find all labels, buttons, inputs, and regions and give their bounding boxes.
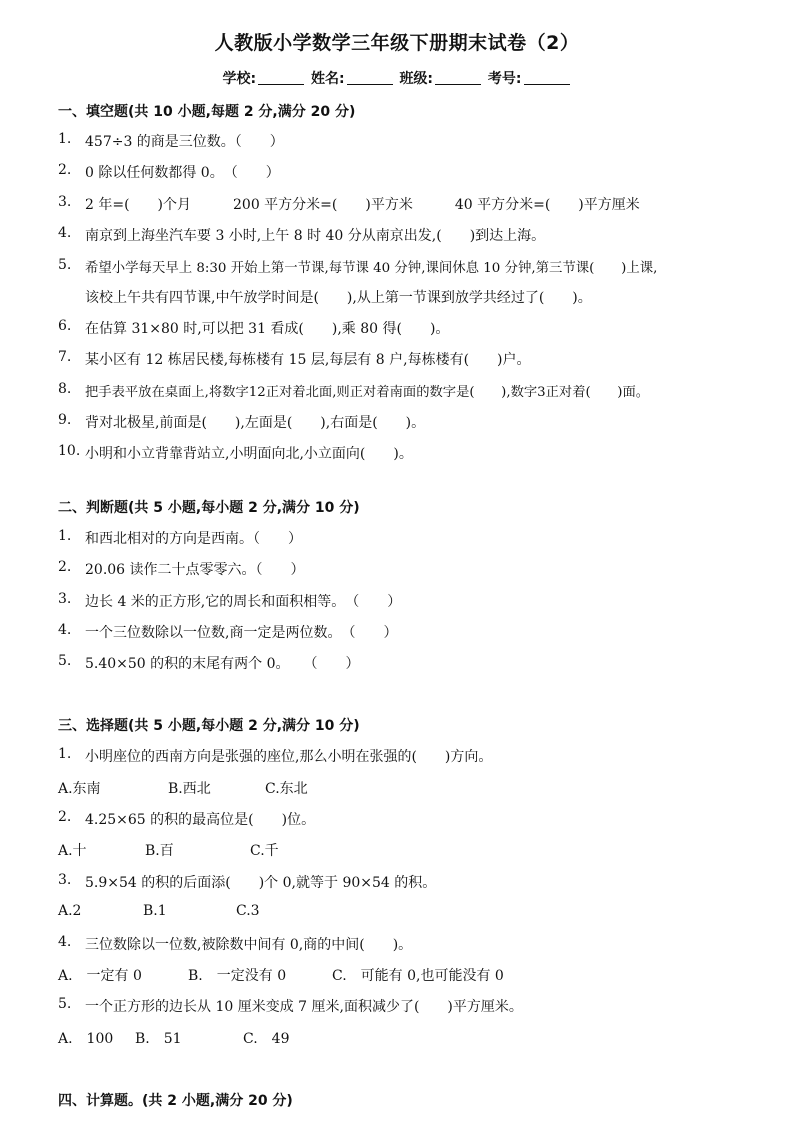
question-number: 6. bbox=[58, 318, 72, 334]
option-c[interactable]: C. 可能有 0,也可能没有 0 bbox=[332, 968, 504, 984]
question-text: 一个正方形的边长从 10 厘米变成 7 厘米,面积减少了( )平方厘米。 bbox=[85, 999, 523, 1015]
question-number: 10. bbox=[58, 443, 81, 459]
question-number: 8. bbox=[58, 381, 72, 397]
question-number: 2. bbox=[58, 809, 72, 825]
question-number: 9. bbox=[58, 412, 72, 428]
class-blank[interactable] bbox=[435, 70, 481, 85]
question-number: 4. bbox=[58, 934, 72, 950]
option-a[interactable]: A.2 bbox=[58, 903, 82, 919]
student-info-row bbox=[0, 68, 794, 88]
section-true-false-heading: 二、判断题(共 5 小题,每小题 2 分,满分 10 分) bbox=[58, 500, 360, 516]
question-text: 2 年=( )个月 200 平方分米=( )平方米 40 平方分米=( )平方厘米 bbox=[85, 197, 640, 213]
question-text: 小明和小立背靠背站立,小明面向北,小立面向( )。 bbox=[85, 446, 413, 462]
option-b[interactable]: B. 一定没有 0 bbox=[188, 968, 287, 984]
question-number: 3. bbox=[58, 194, 72, 210]
question-text: 0 除以任何数都得 0。 （ ） bbox=[85, 165, 280, 181]
page-title: 人教版小学数学三年级下册期末试卷（2） bbox=[214, 32, 580, 54]
school-label: 学校: bbox=[222, 71, 257, 87]
section-fill-blank-heading: 一、填空题(共 10 小题,每题 2 分,满分 20 分) bbox=[58, 104, 356, 120]
class-label: 班级: bbox=[399, 71, 434, 87]
question-text: 457÷3 的商是三位数。（ ） bbox=[85, 134, 284, 150]
section-multiple-choice-heading: 三、选择题(共 5 小题,每小题 2 分,满分 10 分) bbox=[58, 718, 360, 734]
question-text: 5.9×54 的积的后面添( )个 0,就等于 90×54 的积。 bbox=[85, 875, 437, 891]
question-number: 5. bbox=[58, 257, 72, 273]
question-text: 一个三位数除以一位数,商一定是两位数。 （ ） bbox=[85, 625, 398, 641]
option-c[interactable]: C.3 bbox=[236, 903, 260, 919]
option-b[interactable]: B.西北 bbox=[168, 781, 211, 797]
option-b[interactable]: B.百 bbox=[145, 843, 174, 859]
question-text: 5.40×50 的积的末尾有两个 0。 （ ） bbox=[85, 656, 360, 672]
question-number: 4. bbox=[58, 225, 72, 241]
option-b[interactable]: B.1 bbox=[143, 903, 167, 919]
option-b[interactable]: B. 51 bbox=[135, 1031, 182, 1047]
question-number: 3. bbox=[58, 591, 72, 607]
option-a[interactable]: A. 一定有 0 bbox=[58, 968, 142, 984]
question-text: 4.25×65 的积的最高位是( )位。 bbox=[85, 812, 316, 828]
name-label: 姓名: bbox=[310, 71, 345, 87]
question-text-continued: 该校上午共有四节课,中午放学时间是( ),从上第一节课到放学共经过了( )。 bbox=[85, 290, 592, 306]
question-number: 1. bbox=[58, 131, 72, 147]
question-number: 3. bbox=[58, 872, 72, 888]
option-a[interactable]: A. 100 bbox=[58, 1031, 114, 1047]
question-text: 南京到上海坐汽车要 3 小时,上午 8 时 40 分从南京出发,( )到达上海。 bbox=[85, 228, 546, 244]
option-c[interactable]: C. 49 bbox=[243, 1031, 290, 1047]
exam-no-label: 考号: bbox=[487, 71, 522, 87]
exam-no-blank[interactable] bbox=[524, 70, 570, 85]
question-text: 某小区有 12 栋居民楼,每栋楼有 15 层,每层有 8 户,每栋楼有( )户。 bbox=[85, 352, 531, 368]
question-text: 在估算 31×80 时,可以把 31 看成( ),乘 80 得( )。 bbox=[85, 321, 450, 337]
question-text: 三位数除以一位数,被除数中间有 0,商的中间( )。 bbox=[85, 937, 413, 953]
option-c[interactable]: C.千 bbox=[250, 843, 279, 859]
question-text: 和西北相对的方向是西南。（ ） bbox=[85, 531, 302, 547]
question-number: 5. bbox=[58, 653, 72, 669]
question-number: 7. bbox=[58, 349, 72, 365]
option-a[interactable]: A.东南 bbox=[58, 781, 101, 797]
school-blank[interactable] bbox=[258, 70, 304, 85]
question-text: 小明座位的西南方向是张强的座位,那么小明在张强的( )方向。 bbox=[85, 749, 493, 765]
name-blank[interactable] bbox=[347, 70, 393, 85]
question-text: 把手表平放在桌面上,将数字12正对着北面,则正对着南面的数字是( ),数字3正对着( )面。 bbox=[85, 385, 650, 400]
question-text: 背对北极星,前面是( ),左面是( ),右面是( )。 bbox=[85, 415, 426, 431]
question-text: 边长 4 米的正方形,它的周长和面积相等。 （ ） bbox=[85, 594, 402, 610]
section-calculation-heading: 四、计算题。(共 2 小题,满分 20 分) bbox=[58, 1093, 293, 1109]
question-number: 1. bbox=[58, 746, 72, 762]
question-number: 4. bbox=[58, 622, 72, 638]
question-number: 1. bbox=[58, 528, 72, 544]
question-text: 20.06 读作二十点零零六。（ ） bbox=[85, 562, 305, 578]
question-number: 2. bbox=[58, 559, 72, 575]
question-number: 2. bbox=[58, 162, 72, 178]
question-number: 5. bbox=[58, 996, 72, 1012]
question-text: 希望小学每天早上 8:30 开始上第一节课,每节课 40 分钟,课间休息 10 分钟,第三节课( )上课, bbox=[85, 261, 658, 276]
option-a[interactable]: A.十 bbox=[58, 843, 87, 859]
option-c[interactable]: C.东北 bbox=[265, 781, 308, 797]
